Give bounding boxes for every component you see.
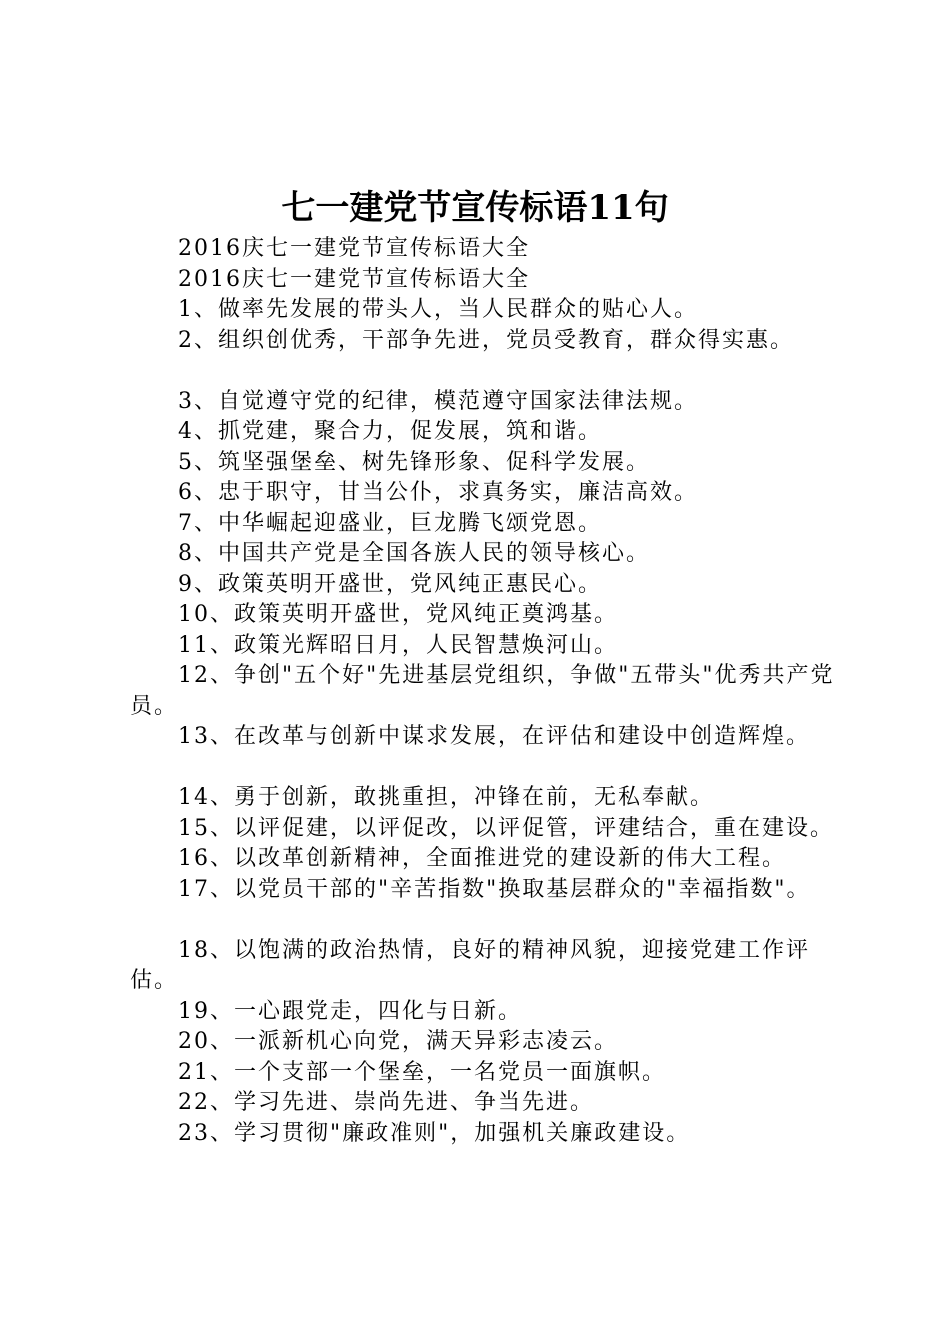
slogan-item: 9、政策英明开盛世，党风纯正惠民心。	[178, 571, 602, 597]
slogan-item: 10、政策英明开盛世，党风纯正奠鸿基。	[178, 602, 618, 627]
slogan-item: 19、一心跟党走，四化与日新。	[178, 998, 522, 1024]
slogan-item: 18、以饱满的政治热情，良好的精神风貌，迎接党建工作评估。	[130, 937, 810, 993]
paragraph: 2016庆七一建党节宣传标语大全	[178, 266, 530, 292]
slogan-item: 8、中国共产党是全国各族人民的领导核心。	[178, 541, 650, 566]
slogan-item: 4、抓党建，聚合力，促发展，筑和谐。	[178, 419, 602, 444]
slogan-item: 6、忠于职守，甘当公仆，求真务实，廉洁高效。	[178, 480, 698, 505]
slogan-item: 16、以改革创新精神，全面推进党的建设新的伟大工程。	[178, 846, 786, 871]
blank-line	[130, 356, 850, 387]
slogan-item: 13、在改革与创新中谋求发展，在评估和建设中创造辉煌。	[178, 724, 810, 749]
slogan-item: 23、学习贯彻"廉政准则"，加强机关廉政建设。	[178, 1120, 691, 1146]
slogan-item: 15、以评促建，以评促改，以评促管，评建结合，重在建设。	[178, 815, 834, 841]
slogan-item: 5、筑坚强堡垒、树先锋形象、促科学发展。	[178, 449, 650, 475]
slogan-item: 2、组织创优秀，干部争先进，党员受教育，群众得实惠。	[178, 327, 794, 353]
slogan-item: 12、争创"五个好"先进基层党组织，争做"五带头"优秀共产党员。	[130, 663, 835, 719]
document-body	[130, 234, 850, 1149]
slogan-item: 22、学习先进、崇尚先进、争当先进。	[178, 1090, 594, 1115]
slogan-item: 1、做率先发展的带头人，当人民群众的贴心人。	[178, 297, 698, 322]
slogan-item: 21、一个支部一个堡垒，一名党员一面旗帜。	[178, 1059, 666, 1085]
slogan-item: 20、一派新机心向党，满天异彩志凌云。	[178, 1029, 618, 1054]
document-title: 七一建党节宣传标语11句	[281, 188, 669, 228]
paragraph: 2016庆七一建党节宣传标语大全	[178, 236, 530, 261]
blank-line	[130, 905, 850, 936]
slogan-item: 14、勇于创新，敢挑重担，冲锋在前，无私奉献。	[178, 785, 714, 810]
slogan-item: 11、政策光辉昭日月，人民智慧焕河山。	[178, 632, 618, 658]
slogan-item: 17、以党员干部的"辛苦指数"换取基层群众的"幸福指数"。	[178, 876, 811, 902]
slogan-item: 7、中华崛起迎盛业，巨龙腾飞颂党恩。	[178, 510, 602, 536]
slogan-item: 3、自觉遵守党的纪律，模范遵守国家法律法规。	[178, 388, 698, 414]
blank-line	[130, 753, 850, 784]
